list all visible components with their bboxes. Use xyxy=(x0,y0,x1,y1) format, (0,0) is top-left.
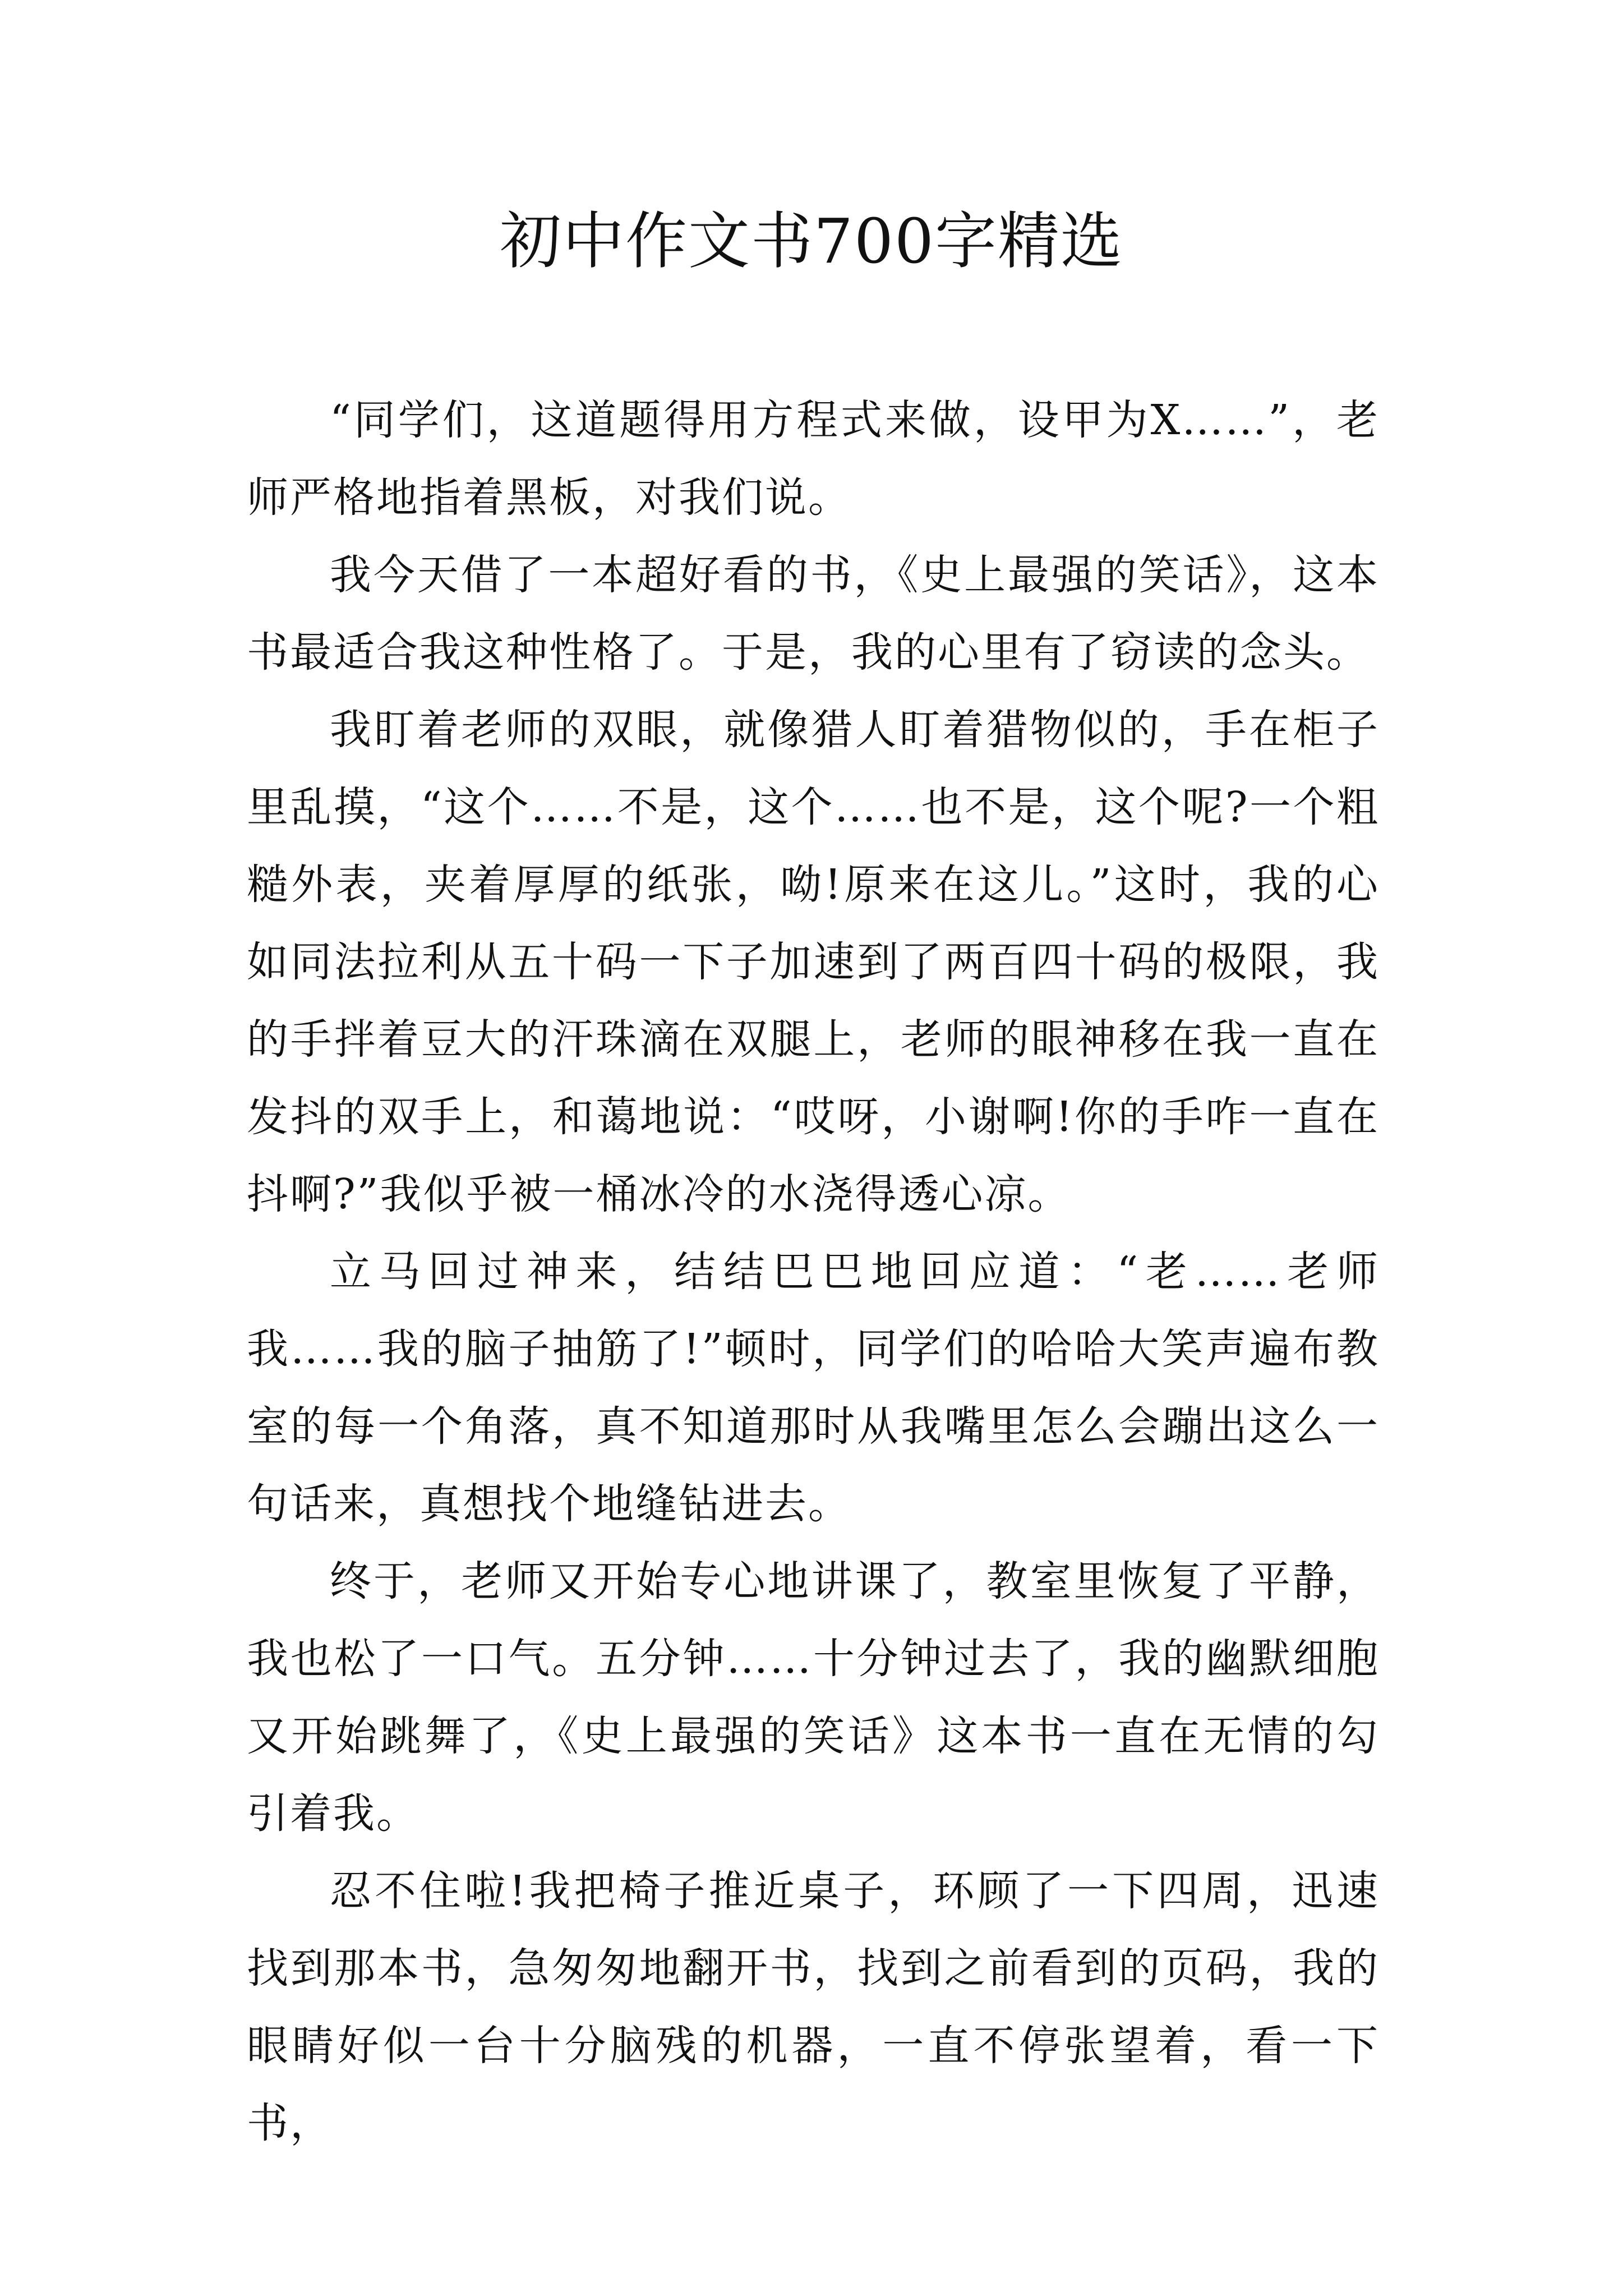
paragraph-4: 立马回过神来，结结巴巴地回应道：“老……老师我……我的脑子抽筋了!”顿时，同学们的哈哈大笑声遍布教室的每一个角落，真不知道那时从我嘴里怎么会蹦出这么一句话来，真想找个地缝钻进去。 xyxy=(247,1248,1380,1528)
paragraph-2: 我今天借了一本超好看的书，《史上最强的笑话》，这本书最适合我这种性格了。于是，我的心里有了窃读的念头。 xyxy=(247,551,1380,677)
document-title: 初中作文书700字精选 xyxy=(500,205,1123,277)
paragraph-1: “同学们，这道题得用方程式来做，设甲为X……”，老师严格地指着黑板，对我们说。 xyxy=(247,396,1380,522)
document-body xyxy=(247,381,1380,2162)
paragraph-3: 我盯着老师的双眼，就像猎人盯着猎物似的，手在柜子里乱摸，“这个……不是，这个……也不是，这个呢?一个粗糙外表，夹着厚厚的纸张，呦!原来在这儿。”这时，我的心如同法拉利从五十码一下子加速到了两百四十码的极限，我的手拌着豆大的汗珠滴在双腿上，老师的眼神移在我一直在发抖的双手上，和蔼地说：“哎呀，小谢啊!你的手咋一直在抖啊?”我似乎被一桶冰冷的水浇得透心凉。 xyxy=(247,706,1380,1218)
paragraph-6: 忍不住啦!我把椅子推近桌子，环顾了一下四周，迅速找到那本书，急匆匆地翻开书，找到之前看到的页码，我的眼睛好似一台十分脑残的机器，一直不停张望着，看一下书， xyxy=(247,1867,1380,2147)
paragraph-5: 终于，老师又开始专心地讲课了，教室里恢复了平静，我也松了一口气。五分钟……十分钟过去了，我的幽默细胞又开始跳舞了，《史上最强的笑话》这本书一直在无情的勾引着我。 xyxy=(247,1557,1380,1838)
